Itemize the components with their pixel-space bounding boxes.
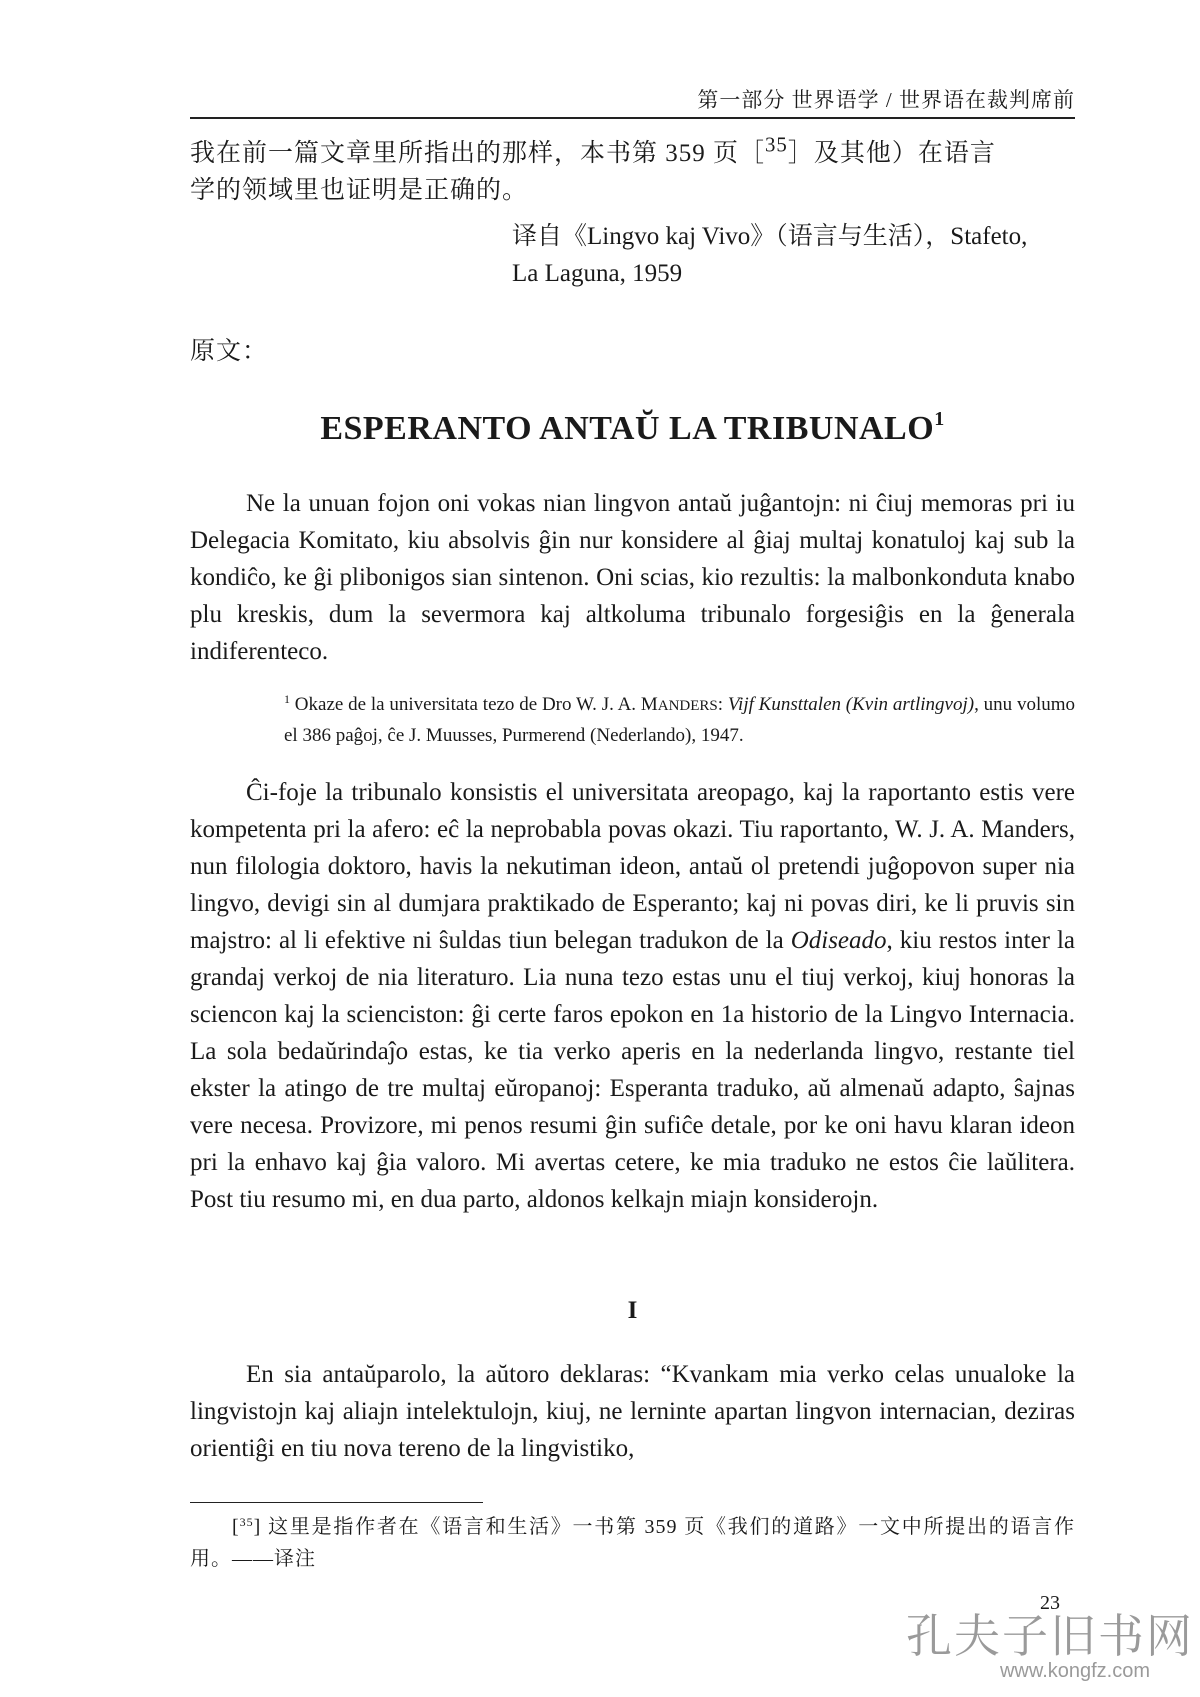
running-header: 第一部分 世界语学 / 世界语在裁判席前 [697,88,1075,112]
work-title-odiseado: Odiseado [790,927,887,954]
header-rule [190,117,1075,119]
footnote-35: [$^{35}$] 这里是指作者在《语言和生活》一书第 359 页《我们的道路》一文中所提出的语言作用。——译注 [190,1515,1075,1570]
intro-paragraph [190,132,1075,209]
intro-line-2: 学的领域里也证明是正确的。 [190,177,529,204]
section-numeral: I [627,1297,638,1324]
title-note-mark: 1 [934,408,945,430]
original-label: 原文： [190,338,269,365]
paragraph-1: Ne la unuan fojon oni vokas nian lingvon antaŭ juĝantojn: ni ĉiuj memoras pri iu Delegacia Komitato, kiu absolvis ĝin nur konsidere al ĝiaj multaj konatuloj kaj sub la kondiĉo, ke ĝi plibonigos sian sintenon. Oni scias, kio rezultis: la malbonkonduta knabo plu kreskis, dum la severmora kaj altkoluma tribunalo forgesiĝis en la ĝenerala indiferenteco. [190,490,1075,665]
footnote-ref: 35 [765,132,788,157]
page-number: 23 [1040,1592,1060,1614]
footnote-1: $^1$ Okaze de la universitata tezo de Dro W. J. A. MANDERS: Vijf Kunsttalen (Kvin artlingvoj), unu volumo el 386 paĝoj, ĉe J. Muusses, Purmerend (Nederlando), 1947. [284,692,1075,746]
watermark-text: 孔夫子旧书网 [906,1609,1194,1663]
article-title: ESPERANTO ANTAŬ LA TRIBUNALO$^1$ [320,408,945,447]
intro-line-1: 我在前一篇文章里所指出的那样，本书第 359 页［$^{35}$］及其他）在语言 [190,132,996,167]
source-citation [512,218,1077,292]
paragraph-2: Ĉi-foje la tribunalo konsistis el universitata areopago, kaj la raportanto estis vere kompetenta pri la afero: eĉ la neprobabla povas okazi. Tiu raportanto, W. J. A. Manders, nun filologia doktoro, havis la nekutiman ideon, antaŭ ol pretendi juĝopovon super nia lingvo, devigi sin al dumjara praktikado de Esperanto; kaj ni povas diri, ke li pruvis sin majstro: al li efektive ni ŝuldas tiun belegan tradukon de la Odiseado, kiu restos inter la grandaj verkoj de nia literaturo. Lia nuna tezo estas unu el tiuj verkoj, kiuj honoras la sciencon kaj la scienciston: ĝi certe faros epokon en 1a historio de la Lingvo Internacia. La sola bedaŭrindaĵo estas, ke tia verko aperis en la nederlanda lingvo, restante tiel ekster la atingo de tre multaj eŭropanoj: Esperanta traduko, aŭ almenaŭ adapto, ŝajnas vere necesa. Provizore, mi penos resumi ĝin sufiĉe detale, por ke oni havu klaran ideon pri la enhavo kaj ĝia valoro. Mi avertas cetere, ke mia traduko ne estos ĉie laŭlitera. Post tiu resumo mi, en dua parto, aldonos kelkajn miajn konsiderojn. [190,779,1075,1213]
source-line-2: La Laguna, 1959 [512,260,683,287]
watermark-url: www.kongfz.com [999,1660,1151,1682]
source-line-1: 译自《Lingvo kaj Vivo》（语言与生活），Stafeto, [512,223,1028,250]
footnote-rule [190,1502,483,1503]
paragraph-3: En sia antaŭparolo, la aŭtoro deklaras: “Kvankam mia verko celas unualoke la lingvistojn kaj aliajn intelektulojn, kiuj, ne lerninte apartan lingvon internacian, deziras orientiĝi en tiu nova tereno de la lingvistiko, [190,1361,1075,1462]
